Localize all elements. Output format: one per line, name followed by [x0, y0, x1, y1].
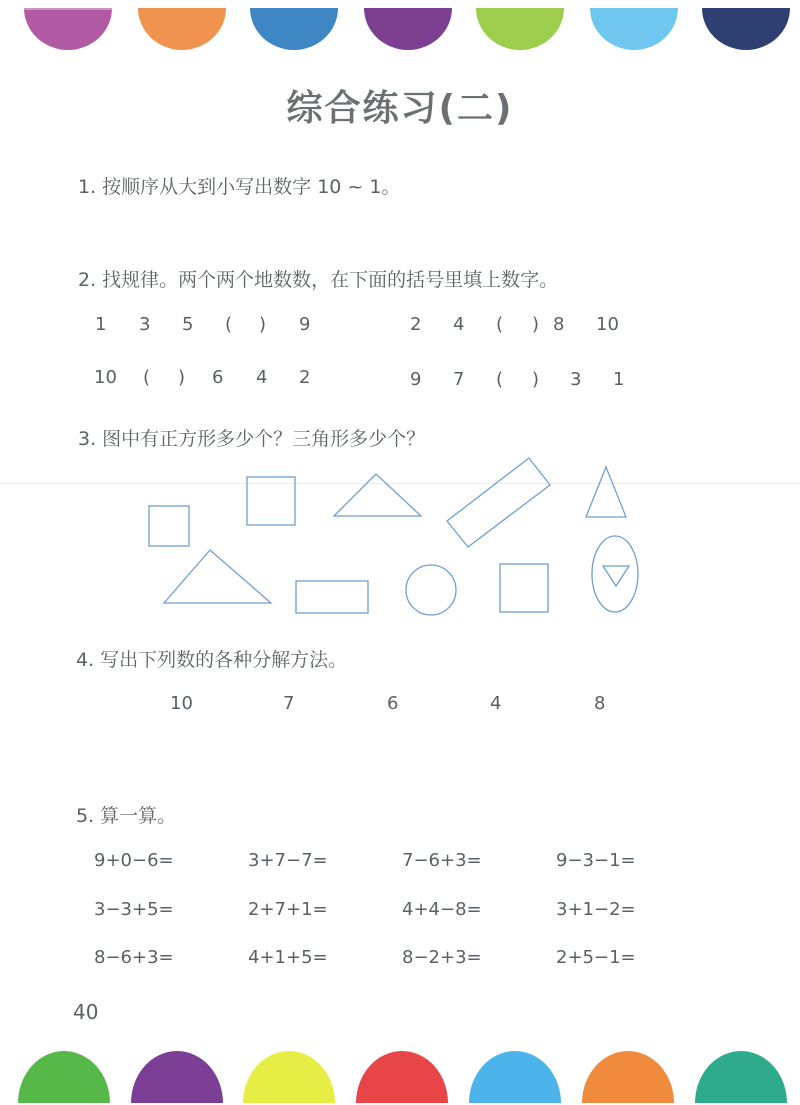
- bowl-icon: [16, 1048, 112, 1105]
- square-shape: [500, 564, 548, 612]
- question-4: 4. 写出下列数的各种分解方法。: [76, 649, 348, 671]
- decompose-number: 4: [490, 693, 502, 714]
- sequence-item: 10: [596, 314, 619, 335]
- triangle-shape: [334, 474, 421, 516]
- oval-shape: [592, 536, 638, 612]
- sequence-item: 10: [94, 367, 117, 388]
- bowl-icon: [248, 0, 340, 52]
- math-expression: 3+7−7=: [248, 850, 328, 871]
- question-3: 3. 图中有正方形多少个？三角形多少个？: [78, 428, 426, 450]
- math-expression: 7−6+3=: [402, 850, 482, 871]
- sequence-item: 9: [299, 314, 311, 335]
- triangle-shape: [164, 550, 271, 603]
- math-expression: 9+0−6=: [94, 850, 174, 871]
- blank-open-paren: (: [143, 367, 151, 388]
- sequence-item: 3: [139, 314, 151, 335]
- blank-close-paren: ): [178, 367, 186, 388]
- question-2: 2. 找规律。两个两个地数数，在下面的括号里填上数字。: [78, 269, 559, 291]
- bowl-icon: [580, 1048, 676, 1105]
- decompose-number: 8: [594, 693, 606, 714]
- bowl-shape: [469, 1051, 561, 1103]
- bowl-icon: [129, 1048, 225, 1105]
- bowl-icon: [474, 0, 566, 52]
- bowl-icon: [693, 1048, 789, 1105]
- math-expression: 4+1+5=: [248, 947, 328, 968]
- bowl-shape: [243, 1051, 335, 1103]
- blank-open-paren: (: [225, 314, 233, 335]
- bowl-shape: [131, 1051, 223, 1103]
- sequence-item: 4: [256, 367, 268, 388]
- square-shape: [149, 506, 189, 546]
- shapes-figure: [0, 450, 800, 625]
- blank-close-paren: ): [532, 369, 540, 390]
- bowl-shape: [364, 8, 452, 50]
- bowl-icon: [241, 1048, 337, 1105]
- bowl-shape: [356, 1051, 448, 1103]
- math-expression: 8−2+3=: [402, 947, 482, 968]
- math-expression: 4+4−8=: [402, 899, 482, 920]
- bowl-shape: [695, 1051, 787, 1103]
- bowl-icon: [588, 0, 680, 52]
- math-expression: 3+1−2=: [556, 899, 636, 920]
- bowl-shape: [590, 8, 678, 50]
- triangle-shape: [586, 467, 626, 517]
- circle-shape: [406, 565, 456, 615]
- page-title: 综合练习(二): [286, 88, 514, 129]
- math-expression: 2+7+1=: [248, 899, 328, 920]
- blank-close-paren: ): [259, 314, 267, 335]
- bowl-icon: [354, 1048, 450, 1105]
- bowl-shape: [582, 1051, 674, 1103]
- sequence-item: 7: [453, 369, 465, 390]
- math-expression: 2+5−1=: [556, 947, 636, 968]
- bowl-shape: [18, 1051, 110, 1103]
- sequence-item: 2: [410, 314, 422, 335]
- blank-open-paren: (: [496, 369, 504, 390]
- rectangle-shape: [296, 581, 368, 613]
- sequence-item: 1: [613, 369, 625, 390]
- bowl-shape: [24, 8, 112, 50]
- decompose-number: 6: [387, 693, 399, 714]
- blank-open-paren: (: [496, 314, 504, 335]
- sequence-item: 4: [453, 314, 465, 335]
- bowl-icon: [700, 0, 792, 52]
- bowl-icon: [362, 0, 454, 52]
- math-expression: 8−6+3=: [94, 947, 174, 968]
- square-shape: [247, 477, 295, 525]
- blank-close-paren: ): [532, 314, 540, 335]
- rectangle-shape: [447, 458, 550, 547]
- decompose-number: 7: [283, 693, 295, 714]
- triangle-shape: [603, 566, 629, 586]
- bowl-icon: [136, 0, 228, 52]
- sequence-item: 3: [570, 369, 582, 390]
- sequence-item: 6: [212, 367, 224, 388]
- bowl-shape: [476, 8, 564, 50]
- decompose-number: 10: [170, 693, 193, 714]
- bowl-shape: [702, 8, 790, 50]
- math-expression: 3−3+5=: [94, 899, 174, 920]
- page-number: 40: [73, 1000, 99, 1024]
- sequence-item: 2: [299, 367, 311, 388]
- sequence-item: 8: [553, 314, 565, 335]
- question-1: 1. 按顺序从大到小写出数字 10 ~ 1。: [78, 176, 401, 198]
- question-5: 5. 算一算。: [76, 805, 177, 827]
- sequence-item: 5: [182, 314, 194, 335]
- sequence-item: 9: [410, 369, 422, 390]
- bowl-shape: [250, 8, 338, 50]
- bowl-icon: [22, 0, 114, 52]
- bowl-shape: [138, 8, 226, 50]
- sequence-item: 1: [95, 314, 107, 335]
- math-expression: 9−3−1=: [556, 850, 636, 871]
- bowl-icon: [467, 1048, 563, 1105]
